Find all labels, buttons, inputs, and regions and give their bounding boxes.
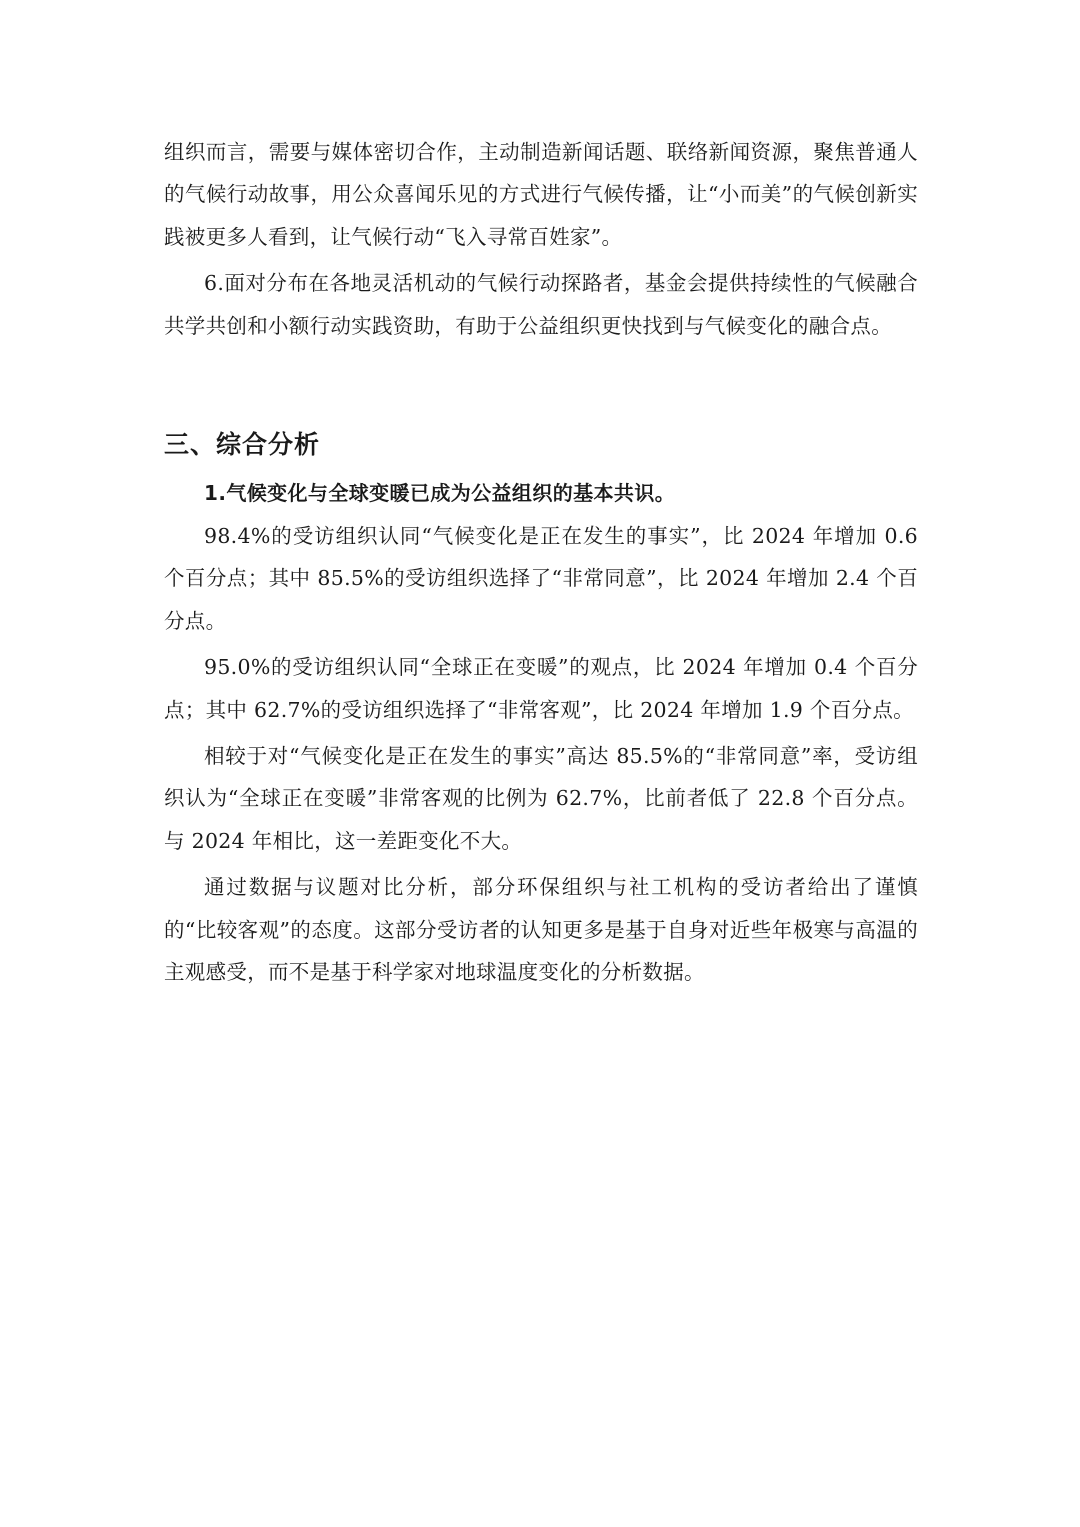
body-paragraph-climate-change-stat: 98.4%的受访组织认同“气候变化是正在发生的事实”，比 2024 年增加 0.6 个百分点；其中 85.5%的受访组织选择了“非常同意”，比 2024 年增加 2.4 个百分点。 bbox=[164, 524, 918, 633]
body-paragraph-comparison: 相较于对“气候变化是正在发生的事实”高达 85.5%的“非常同意”率，受访组织认为“全球正在变暖”非常客观的比例为 62.7%，比前者低了 22.8 个百分点。与 2024 年相比，这一差距变化不大。 bbox=[164, 744, 918, 853]
section-heading: 三、综合分析 bbox=[164, 430, 321, 460]
body-paragraph-item-6: 6.面对分布在各地灵活机动的气候行动探路者，基金会提供持续性的气候融合共学共创和小额行动实践资助，有助于公益组织更快找到与气候变化的融合点。 bbox=[164, 271, 918, 338]
body-paragraph-continued: 组织而言，需要与媒体密切合作，主动制造新闻话题、联络新闻资源，聚焦普通人的气候行动故事，用公众喜闻乐见的方式进行气候传播，让“小而美”的气候创新实践被更多人看到，让气候行动“飞入寻常百姓家”。 bbox=[164, 140, 918, 249]
body-paragraph-global-warming-stat: 95.0%的受访组织认同“全球正在变暖”的观点，比 2024 年增加 0.4 个百分点；其中 62.7%的受访组织选择了“非常客观”，比 2024 年增加 1.9 个百分点。 bbox=[164, 655, 918, 722]
subsection-heading: 1.气候变化与全球变暖已成为公益组织的基本共识。 bbox=[204, 481, 676, 506]
body-paragraph-analysis: 通过数据与议题对比分析，部分环保组织与社工机构的受访者给出了谨慎的“比较客观”的态度。这部分受访者的认知更多是基于自身对近些年极寒与高温的主观感受，而不是基于科学家对地球温度变化的分析数据。 bbox=[164, 875, 918, 985]
document-page bbox=[164, 131, 918, 994]
